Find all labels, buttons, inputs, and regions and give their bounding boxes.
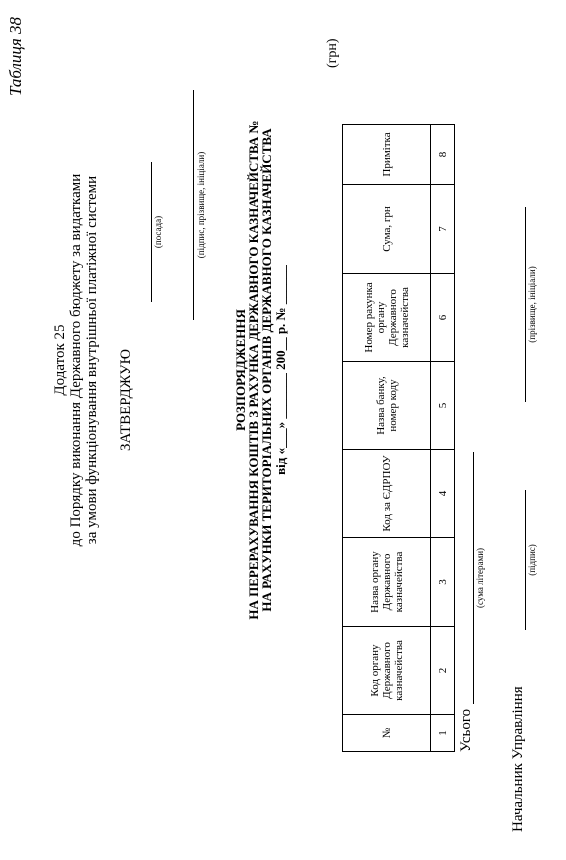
table-number-cell: 5: [431, 362, 455, 450]
document-subtitle-1: НА ПЕРЕРАХУВАННЯ КОШТІВ З РАХУНКА ДЕРЖАВНОГО КАЗНАЧЕЙСТВА №: [246, 120, 261, 620]
table-header-row: [343, 125, 431, 752]
table-header-cell: Код органу Державного казначейства: [343, 627, 431, 715]
table-number-cell: 1: [431, 715, 455, 752]
table-number-cell: 3: [431, 538, 455, 627]
table-header-cell: Примітка: [343, 125, 431, 185]
head-name-caption: (прізвище, ініціали): [527, 266, 537, 343]
table-number-cell: 4: [431, 450, 455, 538]
table-header-cell: Назва органу Державного казначейства: [343, 538, 431, 627]
total-label: Усього: [458, 708, 474, 752]
total-line: [472, 452, 474, 704]
table-label: Таблиця 38: [6, 16, 25, 96]
head-label: Начальник Управління: [510, 686, 526, 832]
signature-line: [192, 90, 194, 320]
currency-label: (грн): [325, 38, 340, 68]
table-number-cell: 8: [431, 125, 455, 185]
document-title: РОЗПОРЯДЖЕННЯ: [233, 309, 248, 431]
table-header-cell: №: [343, 715, 431, 752]
transfer-table: [342, 124, 455, 752]
head-signature-caption: (підпис): [527, 544, 537, 576]
table-number-cell: 7: [431, 185, 455, 274]
table-header-cell: Сума, грн: [343, 185, 431, 274]
head-name-line: [524, 207, 526, 402]
table-number-cell: 6: [431, 274, 455, 362]
table-header-cell: Номер рахунка органу Державного казначейства: [343, 274, 431, 362]
approval-heading: ЗАТВЕРДЖУЮ: [118, 348, 134, 452]
signature-caption: (підпис, прізвище, ініціали): [196, 151, 206, 259]
appendix-line-1: Додаток 25: [52, 324, 68, 396]
table-header-cell: Код за ЄДРПОУ: [343, 450, 431, 538]
total-caption: (сума літерами): [475, 547, 485, 609]
document-subtitle-2: НА РАХУНКИ ТЕРИТОРІАЛЬНИХ ОРГАНІВ ДЕРЖАВНОГО КАЗНАЧЕЙСТВА: [259, 128, 274, 612]
appendix-line-3: за умови функціонування внутрішньої платіжної системи: [84, 175, 100, 545]
document-date-line: від «___» _______ 200__ р. № ______: [273, 265, 288, 475]
head-signature-line: [524, 490, 526, 630]
position-line: [150, 162, 152, 302]
table-number-cell: 2: [431, 627, 455, 715]
appendix-line-2: до Порядку виконання Державного бюджету за видатками: [68, 173, 84, 547]
position-caption: (посада): [153, 215, 163, 249]
table-number-row: [431, 125, 455, 752]
table-header-cell: Назва банку, номер коду: [343, 362, 431, 450]
